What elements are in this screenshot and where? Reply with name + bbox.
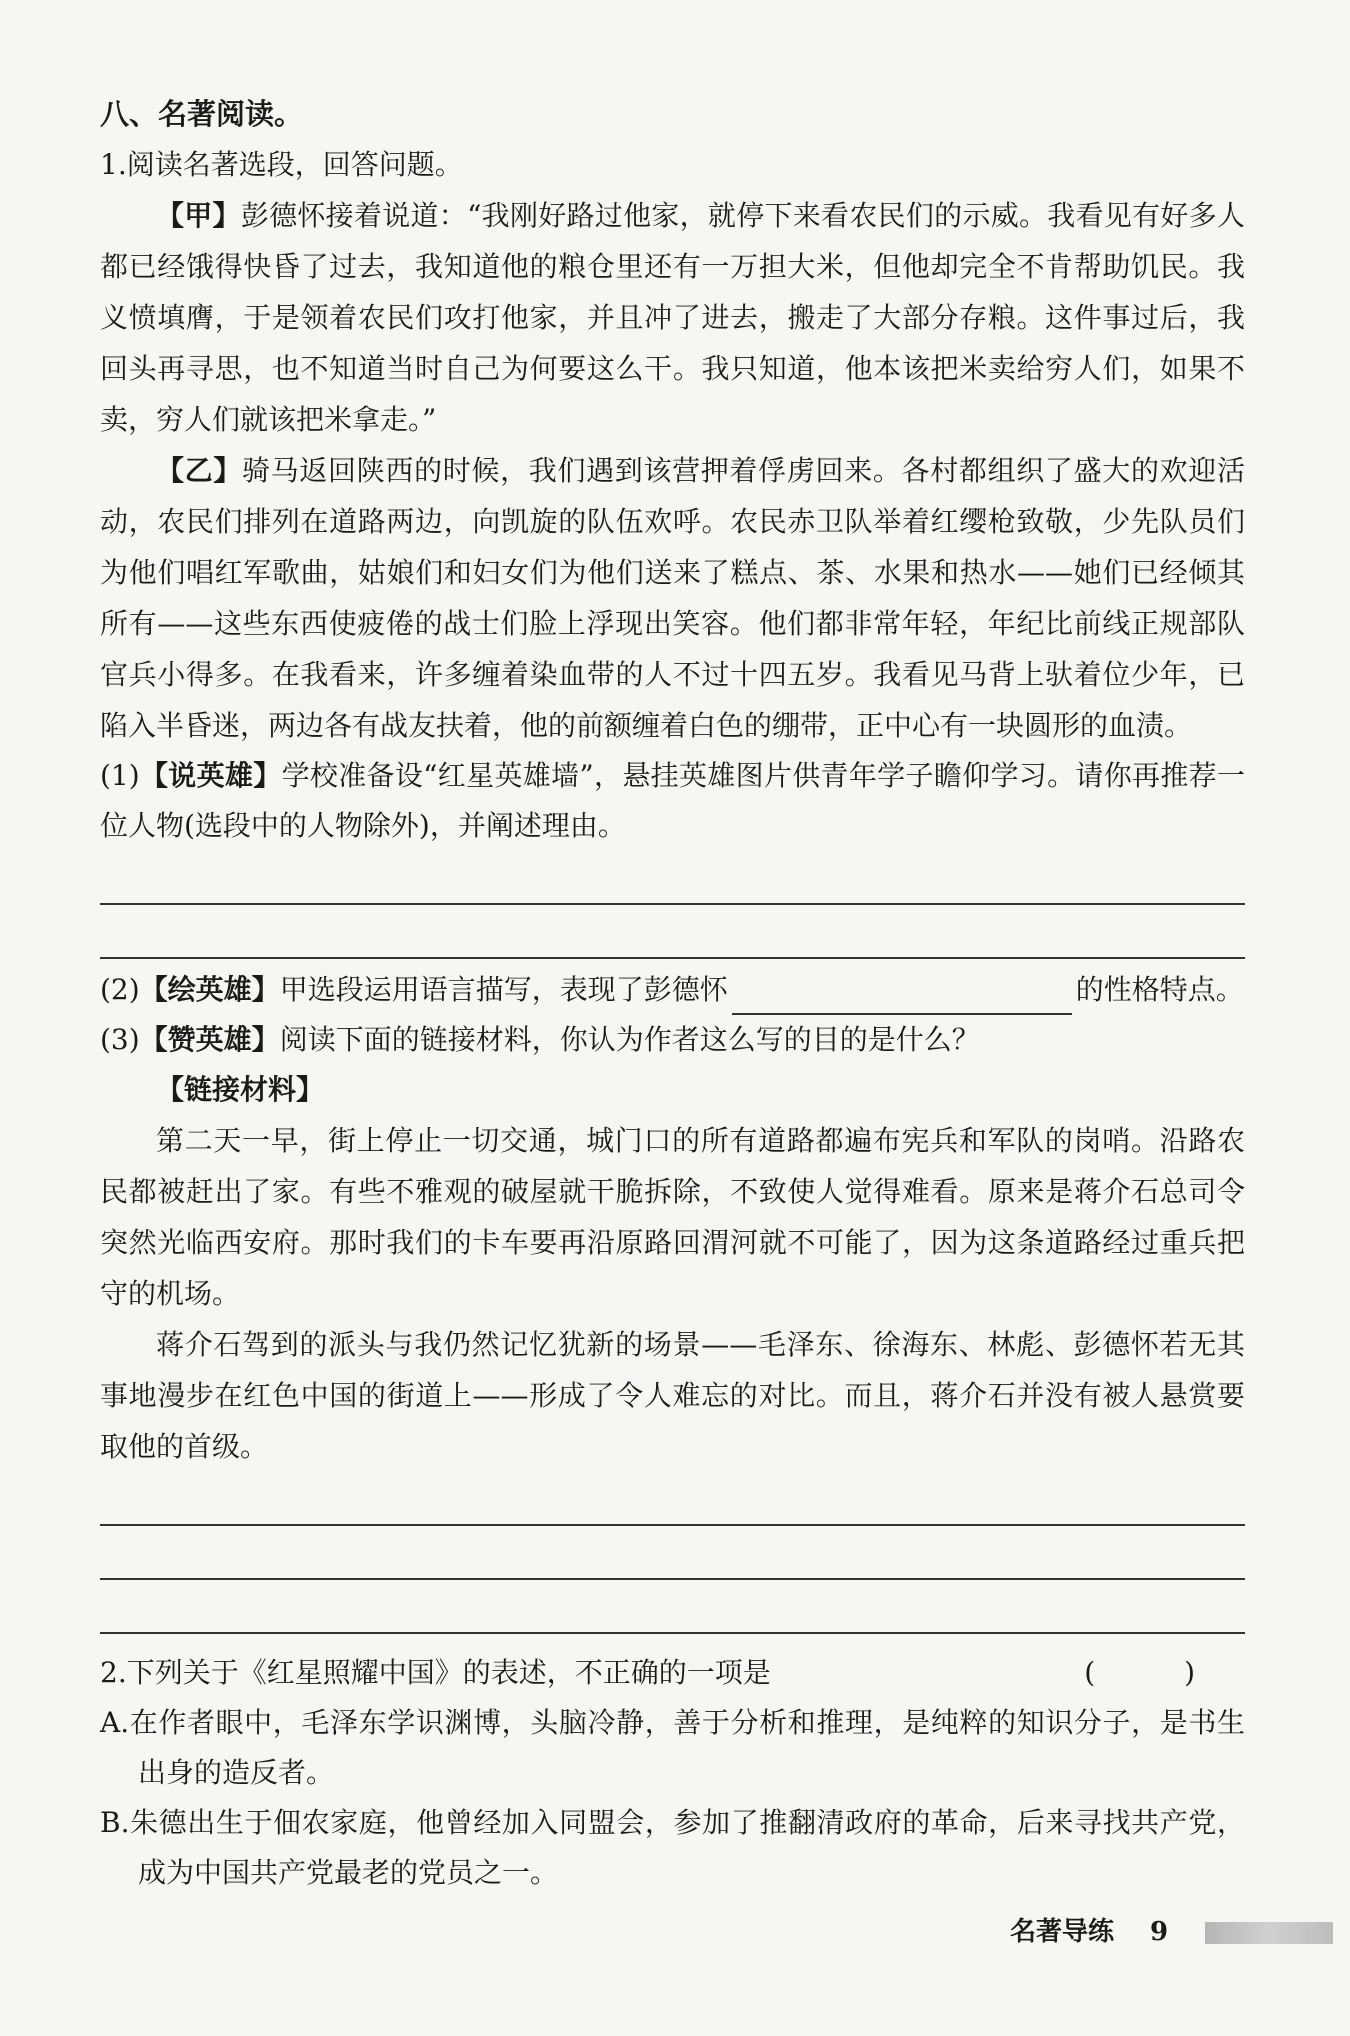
question-1-stem: 1.阅读名著选段，回答问题。 — [100, 148, 463, 181]
question-2-stem: 2.下列关于《红星照耀中国》的表述，不正确的一项是 — [100, 1656, 771, 1689]
link-material-paragraph-2: 蒋介石驾到的派头与我仍然记忆犹新的场景——毛泽东、徐海东、林彪、彭德怀若无其事地漫步在红色中国的街道上——形成了令人难忘的对比。而且，蒋介石并没有被人悬赏要取他的首级。 — [100, 1328, 1245, 1463]
passage-yi — [100, 445, 1245, 751]
passage-yi-tag: 【乙】 — [156, 454, 243, 487]
sub-question-3-text: 阅读下面的链接材料，你认为作者这么写的目的是什么？ — [279, 1023, 980, 1056]
footer-decorative-bar — [1205, 1922, 1333, 1944]
sub-question-2-number: (2) — [100, 973, 140, 1006]
sub-question-3-number: (3) — [100, 1023, 140, 1056]
passage-yi-text: 骑马返回陕西的时候，我们遇到该营押着俘虏回来。各村都组织了盛大的欢迎活动，农民们排列在道路两边，向凯旋的队伍欢呼。农民赤卫队举着红缨枪致敬，少先队员们为他们唱红军歌曲，姑娘们和妇女们为他们送来了糕点、茶、水果和热水——她们已经倾其所有——这些东西使疲倦的战士们脸上浮现出笑容。他们都非常年轻，年纪比前线正规部队官兵小得多。在我看来，许多缠着染血带的人不过十四五岁。我看见马背上驮着位少年，已陷入半昏迷，两边各有战友扶着，他的前额缠着白色的绷带，正中心有一块圆形的血渍。 — [100, 454, 1245, 742]
link-material-title: 【链接材料】 — [156, 1073, 325, 1106]
sub-question-1-number: (1) — [100, 759, 140, 792]
passage-jia — [100, 190, 1245, 445]
answer-parentheses[interactable]: ( ) — [1084, 1656, 1235, 1689]
passage-jia-text: 彭德怀接着说道：“我刚好路过他家，就停下来看农民们的示威。我看见有好多人都已经饿得快昏了过去，我知道他的粮仓里还有一万担大米，但他却完全不肯帮助饥民。我义愤填膺，于是领着农民们攻打他家，并且冲了进去，搬走了大部分存粮。这件事过后，我回头再寻思，也不知道当时自己为何要这么干。我只知道，他本该把米卖给穷人们，如果不卖，穷人们就该把米拿走。” — [100, 199, 1245, 436]
answer-line-1a[interactable] — [100, 851, 1245, 905]
sub-question-2 — [100, 965, 1245, 1015]
sub-question-1-tag: 【说英雄】 — [139, 759, 282, 792]
answer-line-3c[interactable] — [100, 1580, 1245, 1634]
answer-line-1b[interactable] — [100, 905, 1245, 959]
footer-label: 名著导练 — [1010, 1917, 1115, 1947]
question-2 — [100, 1648, 1245, 1698]
sub-question-2-text-after: 的性格特点。 — [1075, 973, 1244, 1006]
answer-line-3b[interactable] — [100, 1526, 1245, 1580]
sub-question-2-text-before: 甲选段运用语言描写，表现了彭德怀 — [279, 973, 728, 1006]
sub-question-3 — [100, 1015, 1245, 1065]
section-title: 八、名著阅读。 — [100, 97, 304, 131]
passage-jia-tag: 【甲】 — [156, 199, 241, 232]
sub-question-3-tag: 【赞英雄】 — [139, 1023, 280, 1056]
answer-line-3a[interactable] — [100, 1472, 1245, 1526]
fill-in-blank[interactable] — [732, 983, 1072, 1015]
sub-question-1-text: 学校准备设“红星英雄墙”，悬挂英雄图片供青年学子瞻仰学习。请你再推荐一位人物(选段中的人物除外)，并阐述理由。 — [100, 759, 1245, 842]
sub-question-1 — [100, 751, 1245, 851]
sub-question-2-tag: 【绘英雄】 — [139, 973, 280, 1006]
option-a: A.在作者眼中，毛泽东学识渊博，头脑冷静，善于分析和推理，是纯粹的知识分子，是书生出身的造反者。 — [100, 1706, 1245, 1789]
option-b: B.朱德出生于佃农家庭，他曾经加入同盟会，参加了推翻清政府的革命，后来寻找共产党，成为中国共产党最老的党员之一。 — [100, 1806, 1245, 1889]
page-number: 9 — [1150, 1917, 1169, 1947]
page-footer — [0, 1912, 1350, 1952]
link-material-paragraph-1: 第二天一早，街上停止一切交通，城门口的所有道路都遍布宪兵和军队的岗哨。沿路农民都被赶出了家。有些不雅观的破屋就干脆拆除，不致使人觉得难看。原来是蒋介石总司令突然光临西安府。那时我们的卡车要再沿原路回渭河就不可能了，因为这条道路经过重兵把守的机场。 — [100, 1124, 1245, 1310]
